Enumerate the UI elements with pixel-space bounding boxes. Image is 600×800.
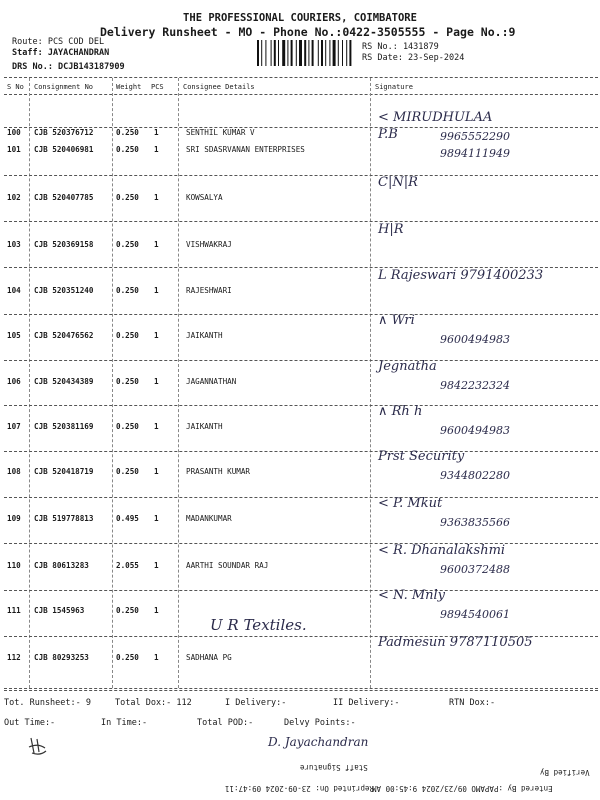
row-pcs: 1 — [154, 377, 159, 386]
row-signature-phone: 9965552290 — [440, 130, 510, 143]
reprinted-on: Reprinted On: 23-09-2024 09:47:11 — [225, 784, 375, 793]
row-consignment: CJB 519778813 — [34, 514, 94, 523]
row-sno: 100 — [7, 128, 21, 137]
row-separator — [4, 405, 598, 406]
verified-by: Verified By — [540, 768, 590, 777]
out-time: Out Time:- — [4, 718, 56, 728]
row-weight: 0.250 — [116, 286, 139, 295]
staff-signature-label: Staff Signature — [300, 763, 368, 772]
row-sno: 110 — [7, 561, 21, 570]
total-dox: Total Dox:- 112 — [115, 698, 192, 708]
barcode — [257, 40, 357, 66]
row-consignee: SENTHIL KUMAR V — [186, 128, 255, 137]
ii-delivery: II Delivery:- — [333, 698, 400, 708]
row-weight: 0.250 — [116, 193, 139, 202]
rs-number: RS No.: 1431879 — [362, 42, 439, 52]
row-weight: 0.250 — [116, 128, 139, 137]
row-consignment: CJB 520434389 — [34, 377, 94, 386]
entered-by: Entered By :PAPAMO 09/23/2024 9:45:00 AM — [372, 784, 553, 793]
rs-date: RS Date: 23-Sep-2024 — [362, 53, 465, 63]
row-note-handwritten: U R Textiles. — [210, 616, 307, 634]
row-separator — [4, 360, 598, 361]
col-sno: S No — [7, 83, 24, 91]
row-signature: < MIRUDHULAA — [378, 110, 493, 125]
row-sno: 109 — [7, 514, 21, 523]
row-consignment: CJB 520376712 — [34, 128, 94, 137]
row-consignment: CJB 80293253 — [34, 653, 89, 662]
row-signature-phone: 9842232324 — [440, 379, 510, 392]
table-header-rule — [4, 94, 598, 95]
row-weight: 0.250 — [116, 422, 139, 431]
row-separator — [4, 221, 598, 222]
row-signature-phone: 9600494983 — [440, 424, 510, 437]
row-sno: 111 — [7, 606, 21, 615]
row-signature-phone: 9894111949 — [440, 147, 510, 160]
col-divider — [29, 78, 30, 688]
row-signature: Jegnatha — [378, 359, 437, 374]
col-divider — [112, 78, 113, 688]
i-delivery: I Delivery:- — [225, 698, 287, 708]
row-weight: 2.055 — [116, 561, 139, 570]
row-signature: C|N|R — [378, 175, 418, 190]
row-pcs: 1 — [154, 128, 159, 137]
row-weight: 0.250 — [116, 331, 139, 340]
row-weight: 0.495 — [116, 514, 139, 523]
row-signature-phone: 9894540061 — [440, 608, 510, 621]
col-pcs: PCS — [151, 83, 164, 91]
rtn-dox: RTN Dox:- — [449, 698, 496, 708]
delvy-points: Delvy Points:- — [284, 718, 356, 728]
row-weight: 0.250 — [116, 145, 139, 154]
row-consignee: MADANKUMAR — [186, 514, 232, 523]
col-divider — [370, 78, 371, 688]
row-sno: 108 — [7, 467, 21, 476]
row-consignee: JAIKANTH — [186, 422, 223, 431]
row-consignee: KOWSALYA — [186, 193, 223, 202]
row-signature: < P. Mkut — [378, 496, 443, 511]
row-separator — [4, 127, 598, 128]
company-title: THE PROFESSIONAL COURIERS, COIMBATORE — [183, 12, 417, 24]
row-weight: 0.250 — [116, 377, 139, 386]
row-signature: ∧ Wri — [378, 313, 415, 328]
row-consignee: VISHWAKRAJ — [186, 240, 232, 249]
row-consignment: CJB 520351240 — [34, 286, 94, 295]
row-separator — [4, 314, 598, 315]
row-sno: 107 — [7, 422, 21, 431]
row-pcs: 1 — [154, 145, 159, 154]
col-consignment: Consignment No — [34, 83, 94, 91]
row-signature: L Rajeswari 9791400233 — [378, 268, 544, 283]
col-signature: Signature — [375, 83, 413, 91]
row-signature: H|R — [378, 222, 404, 237]
footer-top-rule — [4, 690, 598, 691]
row-sno: 104 — [7, 286, 21, 295]
row-separator — [4, 451, 598, 452]
row-sno: 112 — [7, 653, 21, 662]
row-pcs: 1 — [154, 561, 159, 570]
row-weight: 0.250 — [116, 240, 139, 249]
row-separator — [4, 688, 598, 689]
row-consignee: AARTHI SOUNDAR RAJ — [186, 561, 269, 570]
col-weight: Weight — [116, 83, 142, 91]
row-signature-phone: 9600494983 — [440, 333, 510, 346]
row-consignment: CJB 1545963 — [34, 606, 85, 615]
row-pcs: 1 — [154, 193, 159, 202]
row-signature: < N. Mnly — [378, 588, 446, 603]
row-signature-phone: 9600372488 — [440, 563, 510, 576]
row-signature: < R. Dhanalakshmi — [378, 543, 506, 558]
col-divider — [178, 78, 179, 688]
row-signature: Prst Security — [378, 449, 465, 464]
row-signature: ∧ Rh h — [378, 404, 423, 419]
row-sno: 101 — [7, 145, 21, 154]
row-consignment: CJB 520418719 — [34, 467, 94, 476]
row-consignment: CJB 520476562 — [34, 331, 94, 340]
row-signature-phone: 9363835566 — [440, 516, 510, 529]
row-consignment: CJB 520407785 — [34, 193, 94, 202]
row-consignee: PRASANTH KUMAR — [186, 467, 251, 476]
row-sno: 102 — [7, 193, 21, 202]
runsheet-subtitle: Delivery Runsheet - MO - Phone No.:0422-3505555 - Page No.:9 — [100, 25, 516, 39]
row-pcs: 1 — [154, 286, 159, 295]
initials-scribble — [28, 735, 48, 757]
tot-runsheet: Tot. Runsheet:- 9 — [4, 698, 91, 708]
row-consignee: RAJESHWARI — [186, 286, 232, 295]
col-consignee: Consignee Details — [183, 83, 255, 91]
total-pod: Total POD:- — [197, 718, 254, 728]
row-signature: P.B — [378, 127, 398, 142]
drs-number: DRS No.: DCJB143187909 — [12, 62, 125, 72]
row-pcs: 1 — [154, 653, 159, 662]
staff-signature-handwritten: D. Jayachandran — [268, 735, 369, 749]
staff-label: Staff: JAYACHANDRAN — [12, 48, 110, 58]
row-separator — [4, 497, 598, 498]
row-pcs: 1 — [154, 606, 159, 615]
row-consignee: JAIKANTH — [186, 331, 223, 340]
row-separator — [4, 175, 598, 176]
row-consignment: CJB 80613283 — [34, 561, 89, 570]
row-weight: 0.250 — [116, 467, 139, 476]
row-consignee: SRI SDASRVANAN ENTERPRISES — [186, 145, 305, 154]
in-time: In Time:- — [101, 718, 148, 728]
row-separator — [4, 590, 598, 591]
row-weight: 0.250 — [116, 606, 139, 615]
row-signature-phone: 9344802280 — [440, 469, 510, 482]
row-pcs: 1 — [154, 422, 159, 431]
row-consignment: CJB 520381169 — [34, 422, 94, 431]
route-label: Route: PCS COD DEL — [12, 37, 105, 47]
row-weight: 0.250 — [116, 653, 139, 662]
row-pcs: 1 — [154, 467, 159, 476]
row-consignment: CJB 520406981 — [34, 145, 94, 154]
row-sno: 106 — [7, 377, 21, 386]
row-signature: Padmesun 9787110505 — [378, 635, 533, 650]
row-pcs: 1 — [154, 331, 159, 340]
row-separator — [4, 543, 598, 544]
row-sno: 103 — [7, 240, 21, 249]
row-pcs: 1 — [154, 514, 159, 523]
table-top-rule — [4, 77, 598, 78]
row-consignee: JAGANNATHAN — [186, 377, 237, 386]
row-consignment: CJB 520369158 — [34, 240, 94, 249]
row-sno: 105 — [7, 331, 21, 340]
row-consignee: SADHANA PG — [186, 653, 232, 662]
row-pcs: 1 — [154, 240, 159, 249]
